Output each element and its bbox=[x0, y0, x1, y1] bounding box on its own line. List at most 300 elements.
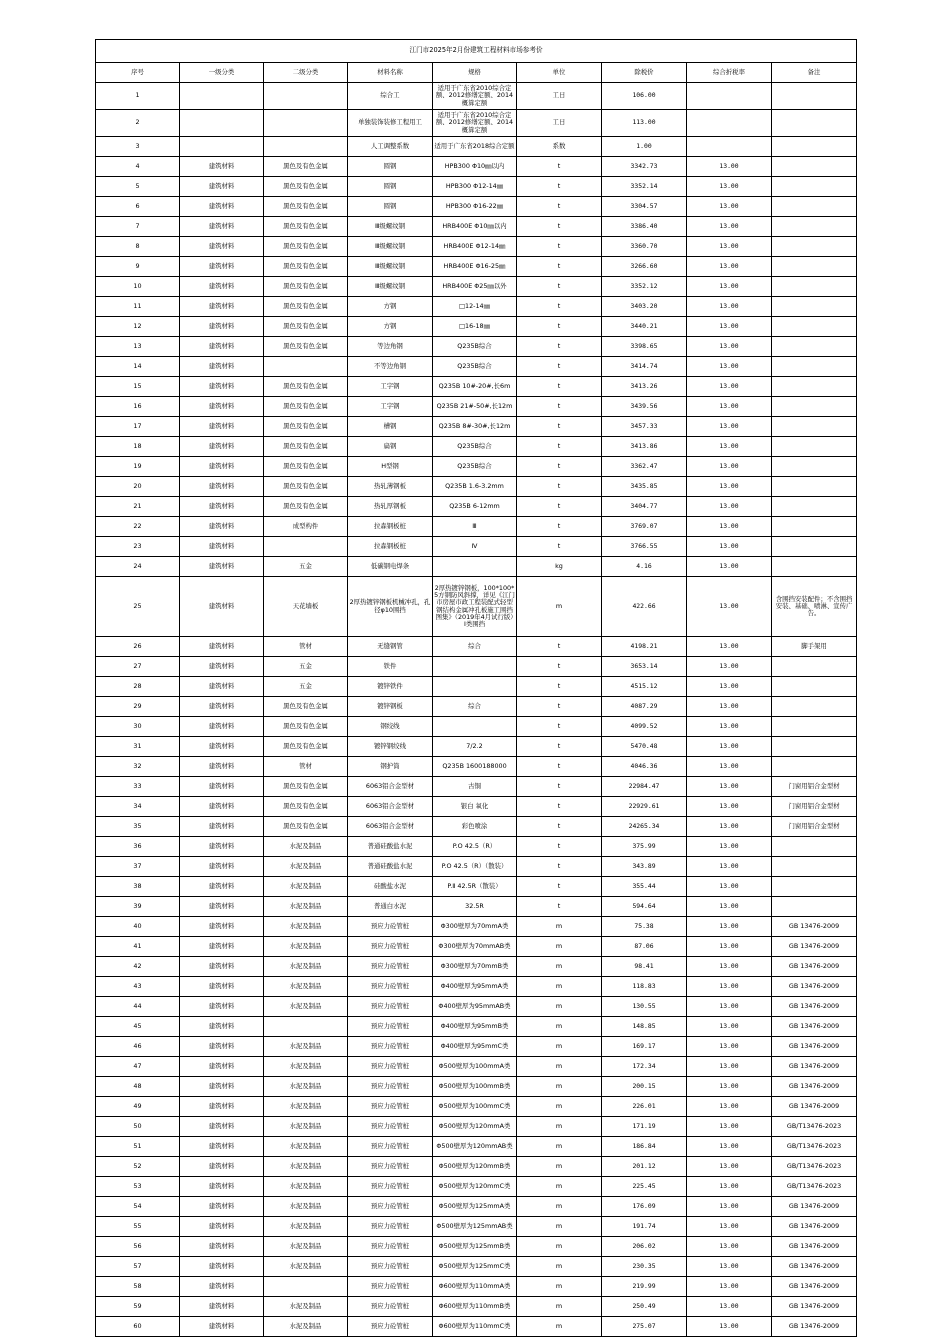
category-2-cell: 黑色及有色金属 bbox=[264, 777, 348, 797]
tax-rate-cell: 13.00 bbox=[687, 1077, 772, 1097]
table-row bbox=[96, 1277, 857, 1297]
price-cell: 4099.52 bbox=[602, 717, 687, 737]
material-name-cell: 预应力砼管桩 bbox=[348, 1297, 433, 1317]
table-row bbox=[96, 497, 857, 517]
table-row bbox=[96, 897, 857, 917]
remark-cell bbox=[772, 497, 857, 517]
spec-cell: Φ400壁厚为95mmC类 bbox=[433, 1037, 517, 1057]
tax-rate-cell: 13.00 bbox=[687, 557, 772, 577]
material-name-cell: 镀锌铁件 bbox=[348, 677, 433, 697]
tax-rate-cell: 13.00 bbox=[687, 157, 772, 177]
table-row bbox=[96, 937, 857, 957]
unit-cell: t bbox=[517, 277, 602, 297]
material-name-cell: 预应力砼管桩 bbox=[348, 1017, 433, 1037]
tax-rate-cell: 13.00 bbox=[687, 797, 772, 817]
material-name-cell: 无缝钢管 bbox=[348, 637, 433, 657]
unit-cell: t bbox=[517, 157, 602, 177]
table-row bbox=[96, 317, 857, 337]
tax-rate-cell: 13.00 bbox=[687, 357, 772, 377]
category-1-cell: 建筑材料 bbox=[180, 997, 264, 1017]
category-1-cell: 建筑材料 bbox=[180, 1057, 264, 1077]
price-cell: 75.38 bbox=[602, 917, 687, 937]
row-index-cell: 45 bbox=[96, 1017, 180, 1037]
price-cell: 4046.36 bbox=[602, 757, 687, 777]
material-name-cell: 综合工 bbox=[348, 83, 433, 110]
category-1-cell: 建筑材料 bbox=[180, 1157, 264, 1177]
spec-cell: HPB300 Φ12-14㎜ bbox=[433, 177, 517, 197]
material-name-cell: 工字钢 bbox=[348, 397, 433, 417]
category-1-cell: 建筑材料 bbox=[180, 1237, 264, 1257]
category-1-cell: 建筑材料 bbox=[180, 1197, 264, 1217]
tax-rate-cell: 13.00 bbox=[687, 417, 772, 437]
title-row bbox=[96, 40, 857, 63]
material-name-cell: Ⅲ级螺纹钢 bbox=[348, 217, 433, 237]
price-cell: 219.99 bbox=[602, 1277, 687, 1297]
row-index-cell: 26 bbox=[96, 637, 180, 657]
material-name-cell: Ⅲ级螺纹钢 bbox=[348, 257, 433, 277]
price-cell: 172.34 bbox=[602, 1057, 687, 1077]
price-cell: 200.15 bbox=[602, 1077, 687, 1097]
category-2-cell: 黑色及有色金属 bbox=[264, 417, 348, 437]
category-1-cell: 建筑材料 bbox=[180, 237, 264, 257]
material-name-cell: Ⅲ级螺纹钢 bbox=[348, 277, 433, 297]
spec-cell: 适用于广东省2010综合定额、2012修缮定额、2014概算定额 bbox=[433, 110, 517, 137]
spec-cell: Φ600壁厚为110mmB类 bbox=[433, 1297, 517, 1317]
row-index-cell: 47 bbox=[96, 1057, 180, 1077]
row-index-cell: 31 bbox=[96, 737, 180, 757]
price-cell: 3266.60 bbox=[602, 257, 687, 277]
price-cell: 250.49 bbox=[602, 1297, 687, 1317]
category-1-cell: 建筑材料 bbox=[180, 257, 264, 277]
tax-rate-cell: 13.00 bbox=[687, 497, 772, 517]
category-1-cell: 建筑材料 bbox=[180, 817, 264, 837]
table-row bbox=[96, 1257, 857, 1277]
spec-cell: 银白 氧化 bbox=[433, 797, 517, 817]
category-2-cell: 水泥及制品 bbox=[264, 1317, 348, 1337]
remark-cell: GB 13476-2009 bbox=[772, 1237, 857, 1257]
tax-rate-cell: 13.00 bbox=[687, 1097, 772, 1117]
material-name-cell: Ⅲ级螺纹钢 bbox=[348, 237, 433, 257]
unit-cell: t bbox=[517, 517, 602, 537]
header-cell: 二级分类 bbox=[264, 63, 348, 83]
remark-cell: GB 13476-2009 bbox=[772, 1217, 857, 1237]
category-2-cell: 黑色及有色金属 bbox=[264, 297, 348, 317]
tax-rate-cell: 13.00 bbox=[687, 857, 772, 877]
tax-rate-cell: 13.00 bbox=[687, 1137, 772, 1157]
tax-rate-cell bbox=[687, 110, 772, 137]
material-name-cell: 预应力砼管桩 bbox=[348, 957, 433, 977]
unit-cell: t bbox=[517, 357, 602, 377]
material-name-cell: 预应力砼管桩 bbox=[348, 1117, 433, 1137]
unit-cell: t bbox=[517, 857, 602, 877]
material-name-cell: 方钢 bbox=[348, 317, 433, 337]
category-2-cell bbox=[264, 537, 348, 557]
category-2-cell: 水泥及制品 bbox=[264, 1177, 348, 1197]
material-name-cell: 镀锌钢板 bbox=[348, 697, 433, 717]
tax-rate-cell: 13.00 bbox=[687, 837, 772, 857]
material-name-cell: 2厚热镀锌钢板机械冲孔，孔径φ10围挡 bbox=[348, 577, 433, 637]
remark-cell bbox=[772, 237, 857, 257]
spec-cell: Q235B 10#-20#,长6m bbox=[433, 377, 517, 397]
remark-cell: GB 13476-2009 bbox=[772, 1057, 857, 1077]
remark-cell bbox=[772, 537, 857, 557]
tax-rate-cell: 13.00 bbox=[687, 717, 772, 737]
price-cell: 275.07 bbox=[602, 1317, 687, 1337]
unit-cell: t bbox=[517, 537, 602, 557]
table-row bbox=[96, 83, 857, 110]
unit-cell: t bbox=[517, 717, 602, 737]
spec-cell: Φ500壁厚为100mmB类 bbox=[433, 1077, 517, 1097]
category-1-cell: 建筑材料 bbox=[180, 1017, 264, 1037]
category-1-cell: 建筑材料 bbox=[180, 717, 264, 737]
table-row bbox=[96, 917, 857, 937]
row-index-cell: 54 bbox=[96, 1197, 180, 1217]
table-row bbox=[96, 1217, 857, 1237]
category-1-cell: 建筑材料 bbox=[180, 1137, 264, 1157]
tax-rate-cell: 13.00 bbox=[687, 877, 772, 897]
row-index-cell: 7 bbox=[96, 217, 180, 237]
row-index-cell: 8 bbox=[96, 237, 180, 257]
unit-cell: t bbox=[517, 897, 602, 917]
spec-cell: P.Ⅱ 42.5R（散装） bbox=[433, 877, 517, 897]
material-name-cell: 预应力砼管桩 bbox=[348, 1217, 433, 1237]
category-2-cell: 水泥及制品 bbox=[264, 897, 348, 917]
spec-cell: Φ500壁厚为100mmA类 bbox=[433, 1057, 517, 1077]
remark-cell bbox=[772, 457, 857, 477]
header-cell: 材料名称 bbox=[348, 63, 433, 83]
material-name-cell: 不等边角钢 bbox=[348, 357, 433, 377]
spec-cell: Q235B综合 bbox=[433, 457, 517, 477]
table-row bbox=[96, 517, 857, 537]
category-1-cell: 建筑材料 bbox=[180, 197, 264, 217]
category-2-cell: 水泥及制品 bbox=[264, 857, 348, 877]
table-row bbox=[96, 177, 857, 197]
table-row bbox=[96, 1317, 857, 1337]
remark-cell: GB 13476-2009 bbox=[772, 1197, 857, 1217]
spec-cell: 适用于广东省2018综合定额 bbox=[433, 137, 517, 157]
material-name-cell: 预应力砼管桩 bbox=[348, 997, 433, 1017]
table-row bbox=[96, 657, 857, 677]
category-1-cell: 建筑材料 bbox=[180, 1177, 264, 1197]
price-cell: 1.00 bbox=[602, 137, 687, 157]
remark-cell bbox=[772, 657, 857, 677]
row-index-cell: 34 bbox=[96, 797, 180, 817]
category-2-cell: 水泥及制品 bbox=[264, 1037, 348, 1057]
unit-cell: t bbox=[517, 337, 602, 357]
tax-rate-cell: 13.00 bbox=[687, 377, 772, 397]
unit-cell: t bbox=[517, 877, 602, 897]
category-2-cell: 水泥及制品 bbox=[264, 977, 348, 997]
remark-cell: 脚手架用 bbox=[772, 637, 857, 657]
category-2-cell bbox=[264, 137, 348, 157]
remark-cell: GB/T13476-2023 bbox=[772, 1137, 857, 1157]
table-row bbox=[96, 837, 857, 857]
spec-cell: Φ300壁厚为70mmA类 bbox=[433, 917, 517, 937]
price-cell: 3386.40 bbox=[602, 217, 687, 237]
unit-cell: t bbox=[517, 477, 602, 497]
remark-cell bbox=[772, 757, 857, 777]
category-2-cell: 水泥及制品 bbox=[264, 1297, 348, 1317]
category-2-cell: 水泥及制品 bbox=[264, 1117, 348, 1137]
material-name-cell: 预应力砼管桩 bbox=[348, 1317, 433, 1337]
spec-cell: Q235B综合 bbox=[433, 357, 517, 377]
price-cell: 4515.12 bbox=[602, 677, 687, 697]
remark-cell: GB 13476-2009 bbox=[772, 957, 857, 977]
category-2-cell: 水泥及制品 bbox=[264, 1057, 348, 1077]
unit-cell: t bbox=[517, 317, 602, 337]
unit-cell: t bbox=[517, 397, 602, 417]
unit-cell: t bbox=[517, 437, 602, 457]
row-index-cell: 52 bbox=[96, 1157, 180, 1177]
category-1-cell: 建筑材料 bbox=[180, 297, 264, 317]
price-cell: 3304.57 bbox=[602, 197, 687, 217]
spec-cell: 7/2.2 bbox=[433, 737, 517, 757]
category-2-cell: 黑色及有色金属 bbox=[264, 697, 348, 717]
unit-cell: m bbox=[517, 937, 602, 957]
price-cell: 3435.85 bbox=[602, 477, 687, 497]
tax-rate-cell: 13.00 bbox=[687, 697, 772, 717]
table-row bbox=[96, 457, 857, 477]
row-index-cell: 60 bbox=[96, 1317, 180, 1337]
price-cell: 3414.74 bbox=[602, 357, 687, 377]
row-index-cell: 25 bbox=[96, 577, 180, 637]
category-2-cell bbox=[264, 110, 348, 137]
category-2-cell bbox=[264, 83, 348, 110]
row-index-cell: 44 bbox=[96, 997, 180, 1017]
row-index-cell: 58 bbox=[96, 1277, 180, 1297]
price-cell: 375.99 bbox=[602, 837, 687, 857]
row-index-cell: 5 bbox=[96, 177, 180, 197]
row-index-cell: 46 bbox=[96, 1037, 180, 1057]
tax-rate-cell: 13.00 bbox=[687, 477, 772, 497]
remark-cell bbox=[772, 857, 857, 877]
remark-cell bbox=[772, 737, 857, 757]
row-index-cell: 33 bbox=[96, 777, 180, 797]
spec-cell: Q235B 1.6-3.2mm bbox=[433, 477, 517, 497]
unit-cell: t bbox=[517, 657, 602, 677]
unit-cell: t bbox=[517, 637, 602, 657]
table-row bbox=[96, 1177, 857, 1197]
spec-cell: Ⅲ bbox=[433, 517, 517, 537]
tax-rate-cell: 13.00 bbox=[687, 297, 772, 317]
row-index-cell: 41 bbox=[96, 937, 180, 957]
material-name-cell: 6063铝合金型材 bbox=[348, 817, 433, 837]
material-name-cell: 6063铝合金型材 bbox=[348, 797, 433, 817]
table-row bbox=[96, 110, 857, 137]
remark-cell: GB 13476-2009 bbox=[772, 977, 857, 997]
tax-rate-cell: 13.00 bbox=[687, 317, 772, 337]
spec-cell: Φ300壁厚为70mmAB类 bbox=[433, 937, 517, 957]
category-1-cell: 建筑材料 bbox=[180, 357, 264, 377]
header-cell: 除税价 bbox=[602, 63, 687, 83]
price-cell: 3457.33 bbox=[602, 417, 687, 437]
category-2-cell: 黑色及有色金属 bbox=[264, 277, 348, 297]
tax-rate-cell: 13.00 bbox=[687, 657, 772, 677]
price-cell: 118.83 bbox=[602, 977, 687, 997]
row-index-cell: 42 bbox=[96, 957, 180, 977]
spec-cell bbox=[433, 717, 517, 737]
remark-cell bbox=[772, 397, 857, 417]
row-index-cell: 18 bbox=[96, 437, 180, 457]
tax-rate-cell: 13.00 bbox=[687, 177, 772, 197]
category-1-cell: 建筑材料 bbox=[180, 277, 264, 297]
category-2-cell: 黑色及有色金属 bbox=[264, 217, 348, 237]
material-name-cell: 拉森钢板桩 bbox=[348, 537, 433, 557]
table-row bbox=[96, 437, 857, 457]
remark-cell: 门窗用铝合金型材 bbox=[772, 777, 857, 797]
material-name-cell: 硅酸盐水泥 bbox=[348, 877, 433, 897]
spec-cell: Φ400壁厚为95mmB类 bbox=[433, 1017, 517, 1037]
unit-cell: 工日 bbox=[517, 83, 602, 110]
row-index-cell: 56 bbox=[96, 1237, 180, 1257]
unit-cell: m bbox=[517, 1257, 602, 1277]
spec-cell: Φ600壁厚为110mmA类 bbox=[433, 1277, 517, 1297]
price-cell: 3342.73 bbox=[602, 157, 687, 177]
remark-cell: GB/T13476-2023 bbox=[772, 1157, 857, 1177]
category-1-cell: 建筑材料 bbox=[180, 157, 264, 177]
category-1-cell: 建筑材料 bbox=[180, 957, 264, 977]
table-row bbox=[96, 797, 857, 817]
spec-cell: □12-14㎜ bbox=[433, 297, 517, 317]
category-1-cell bbox=[180, 110, 264, 137]
category-2-cell: 黑色及有色金属 bbox=[264, 497, 348, 517]
tax-rate-cell: 13.00 bbox=[687, 337, 772, 357]
row-index-cell: 19 bbox=[96, 457, 180, 477]
table-row bbox=[96, 717, 857, 737]
category-1-cell: 建筑材料 bbox=[180, 1257, 264, 1277]
remark-cell bbox=[772, 877, 857, 897]
category-1-cell: 建筑材料 bbox=[180, 337, 264, 357]
category-2-cell: 黑色及有色金属 bbox=[264, 797, 348, 817]
category-1-cell: 建筑材料 bbox=[180, 437, 264, 457]
price-cell: 169.17 bbox=[602, 1037, 687, 1057]
material-name-cell: 热轧厚钢板 bbox=[348, 497, 433, 517]
unit-cell: m bbox=[517, 1117, 602, 1137]
tax-rate-cell: 13.00 bbox=[687, 637, 772, 657]
price-cell: 201.12 bbox=[602, 1157, 687, 1177]
table-row bbox=[96, 417, 857, 437]
unit-cell: m bbox=[517, 1297, 602, 1317]
spec-cell: P.O 42.5（R）（散装） bbox=[433, 857, 517, 877]
row-index-cell: 48 bbox=[96, 1077, 180, 1097]
row-index-cell: 29 bbox=[96, 697, 180, 717]
material-name-cell: 铁件 bbox=[348, 657, 433, 677]
table-row bbox=[96, 697, 857, 717]
unit-cell: t bbox=[517, 257, 602, 277]
tax-rate-cell bbox=[687, 83, 772, 110]
spec-cell: HRB400E Φ12-14㎜ bbox=[433, 237, 517, 257]
remark-cell bbox=[772, 137, 857, 157]
tax-rate-cell: 13.00 bbox=[687, 237, 772, 257]
material-name-cell: 普通白水泥 bbox=[348, 897, 433, 917]
category-2-cell: 管材 bbox=[264, 757, 348, 777]
spec-cell: 2厚热镀锌钢板，100*100*5方钢防风斜撑，详见《江门市房屋市政工程装配式轻型钢结构金属冲孔板施工围挡图集》（2019年4月试行版）Ⅰ类围挡 bbox=[433, 577, 517, 637]
price-cell: 3440.21 bbox=[602, 317, 687, 337]
price-cell: 3413.86 bbox=[602, 437, 687, 457]
spec-cell: Q235B 8#-30#,长12m bbox=[433, 417, 517, 437]
category-2-cell: 水泥及制品 bbox=[264, 1217, 348, 1237]
category-2-cell: 黑色及有色金属 bbox=[264, 377, 348, 397]
category-1-cell: 建筑材料 bbox=[180, 657, 264, 677]
spec-cell: Φ500壁厚为125mmB类 bbox=[433, 1237, 517, 1257]
unit-cell: t bbox=[517, 797, 602, 817]
category-2-cell: 水泥及制品 bbox=[264, 937, 348, 957]
category-1-cell: 建筑材料 bbox=[180, 937, 264, 957]
table-row bbox=[96, 1237, 857, 1257]
row-index-cell: 3 bbox=[96, 137, 180, 157]
remark-cell: GB 13476-2009 bbox=[772, 1097, 857, 1117]
tax-rate-cell: 13.00 bbox=[687, 1297, 772, 1317]
spec-cell: Q235B 21#-50#,长12m bbox=[433, 397, 517, 417]
material-name-cell: 预应力砼管桩 bbox=[348, 1077, 433, 1097]
category-1-cell: 建筑材料 bbox=[180, 857, 264, 877]
unit-cell: m bbox=[517, 1317, 602, 1337]
remark-cell: GB 13476-2009 bbox=[772, 1317, 857, 1337]
unit-cell: t bbox=[517, 457, 602, 477]
spec-cell: Φ500壁厚为120mmC类 bbox=[433, 1177, 517, 1197]
unit-cell: m bbox=[517, 957, 602, 977]
tax-rate-cell: 13.00 bbox=[687, 977, 772, 997]
price-cell: 3766.55 bbox=[602, 537, 687, 557]
spec-cell: Φ500壁厚为100mmC类 bbox=[433, 1097, 517, 1117]
row-index-cell: 37 bbox=[96, 857, 180, 877]
spec-cell: Φ500壁厚为120mmAB类 bbox=[433, 1137, 517, 1157]
price-cell: 186.84 bbox=[602, 1137, 687, 1157]
category-1-cell: 建筑材料 bbox=[180, 1077, 264, 1097]
remark-cell: GB 13476-2009 bbox=[772, 1297, 857, 1317]
table-row bbox=[96, 1037, 857, 1057]
category-1-cell: 建筑材料 bbox=[180, 977, 264, 997]
table-row bbox=[96, 957, 857, 977]
table-row bbox=[96, 1017, 857, 1037]
tax-rate-cell: 13.00 bbox=[687, 517, 772, 537]
remark-cell bbox=[772, 377, 857, 397]
tax-rate-cell: 13.00 bbox=[687, 777, 772, 797]
remark-cell: 含围挡安装配件；不含围挡安装、基础、喷淋、宣传广告。 bbox=[772, 577, 857, 637]
row-index-cell: 57 bbox=[96, 1257, 180, 1277]
row-index-cell: 24 bbox=[96, 557, 180, 577]
row-index-cell: 27 bbox=[96, 657, 180, 677]
table-row bbox=[96, 1057, 857, 1077]
price-cell: 594.64 bbox=[602, 897, 687, 917]
unit-cell: t bbox=[517, 237, 602, 257]
material-name-cell: 6063铝合金型材 bbox=[348, 777, 433, 797]
material-name-cell: 槽钢 bbox=[348, 417, 433, 437]
category-1-cell: 建筑材料 bbox=[180, 737, 264, 757]
tax-rate-cell: 13.00 bbox=[687, 457, 772, 477]
category-1-cell: 建筑材料 bbox=[180, 317, 264, 337]
price-cell: 5470.48 bbox=[602, 737, 687, 757]
price-cell: 3413.26 bbox=[602, 377, 687, 397]
table-row bbox=[96, 1097, 857, 1117]
price-cell: 230.35 bbox=[602, 1257, 687, 1277]
spec-cell: Q235B综合 bbox=[433, 337, 517, 357]
unit-cell: t bbox=[517, 197, 602, 217]
category-2-cell: 黑色及有色金属 bbox=[264, 197, 348, 217]
unit-cell: t bbox=[517, 777, 602, 797]
category-1-cell: 建筑材料 bbox=[180, 517, 264, 537]
material-name-cell: 方钢 bbox=[348, 297, 433, 317]
header-cell: 备注 bbox=[772, 63, 857, 83]
row-index-cell: 20 bbox=[96, 477, 180, 497]
material-name-cell: 圆钢 bbox=[348, 197, 433, 217]
category-2-cell: 水泥及制品 bbox=[264, 1077, 348, 1097]
price-cell: 3362.47 bbox=[602, 457, 687, 477]
table-row bbox=[96, 537, 857, 557]
category-2-cell: 黑色及有色金属 bbox=[264, 337, 348, 357]
tax-rate-cell: 13.00 bbox=[687, 1217, 772, 1237]
tax-rate-cell: 13.00 bbox=[687, 737, 772, 757]
